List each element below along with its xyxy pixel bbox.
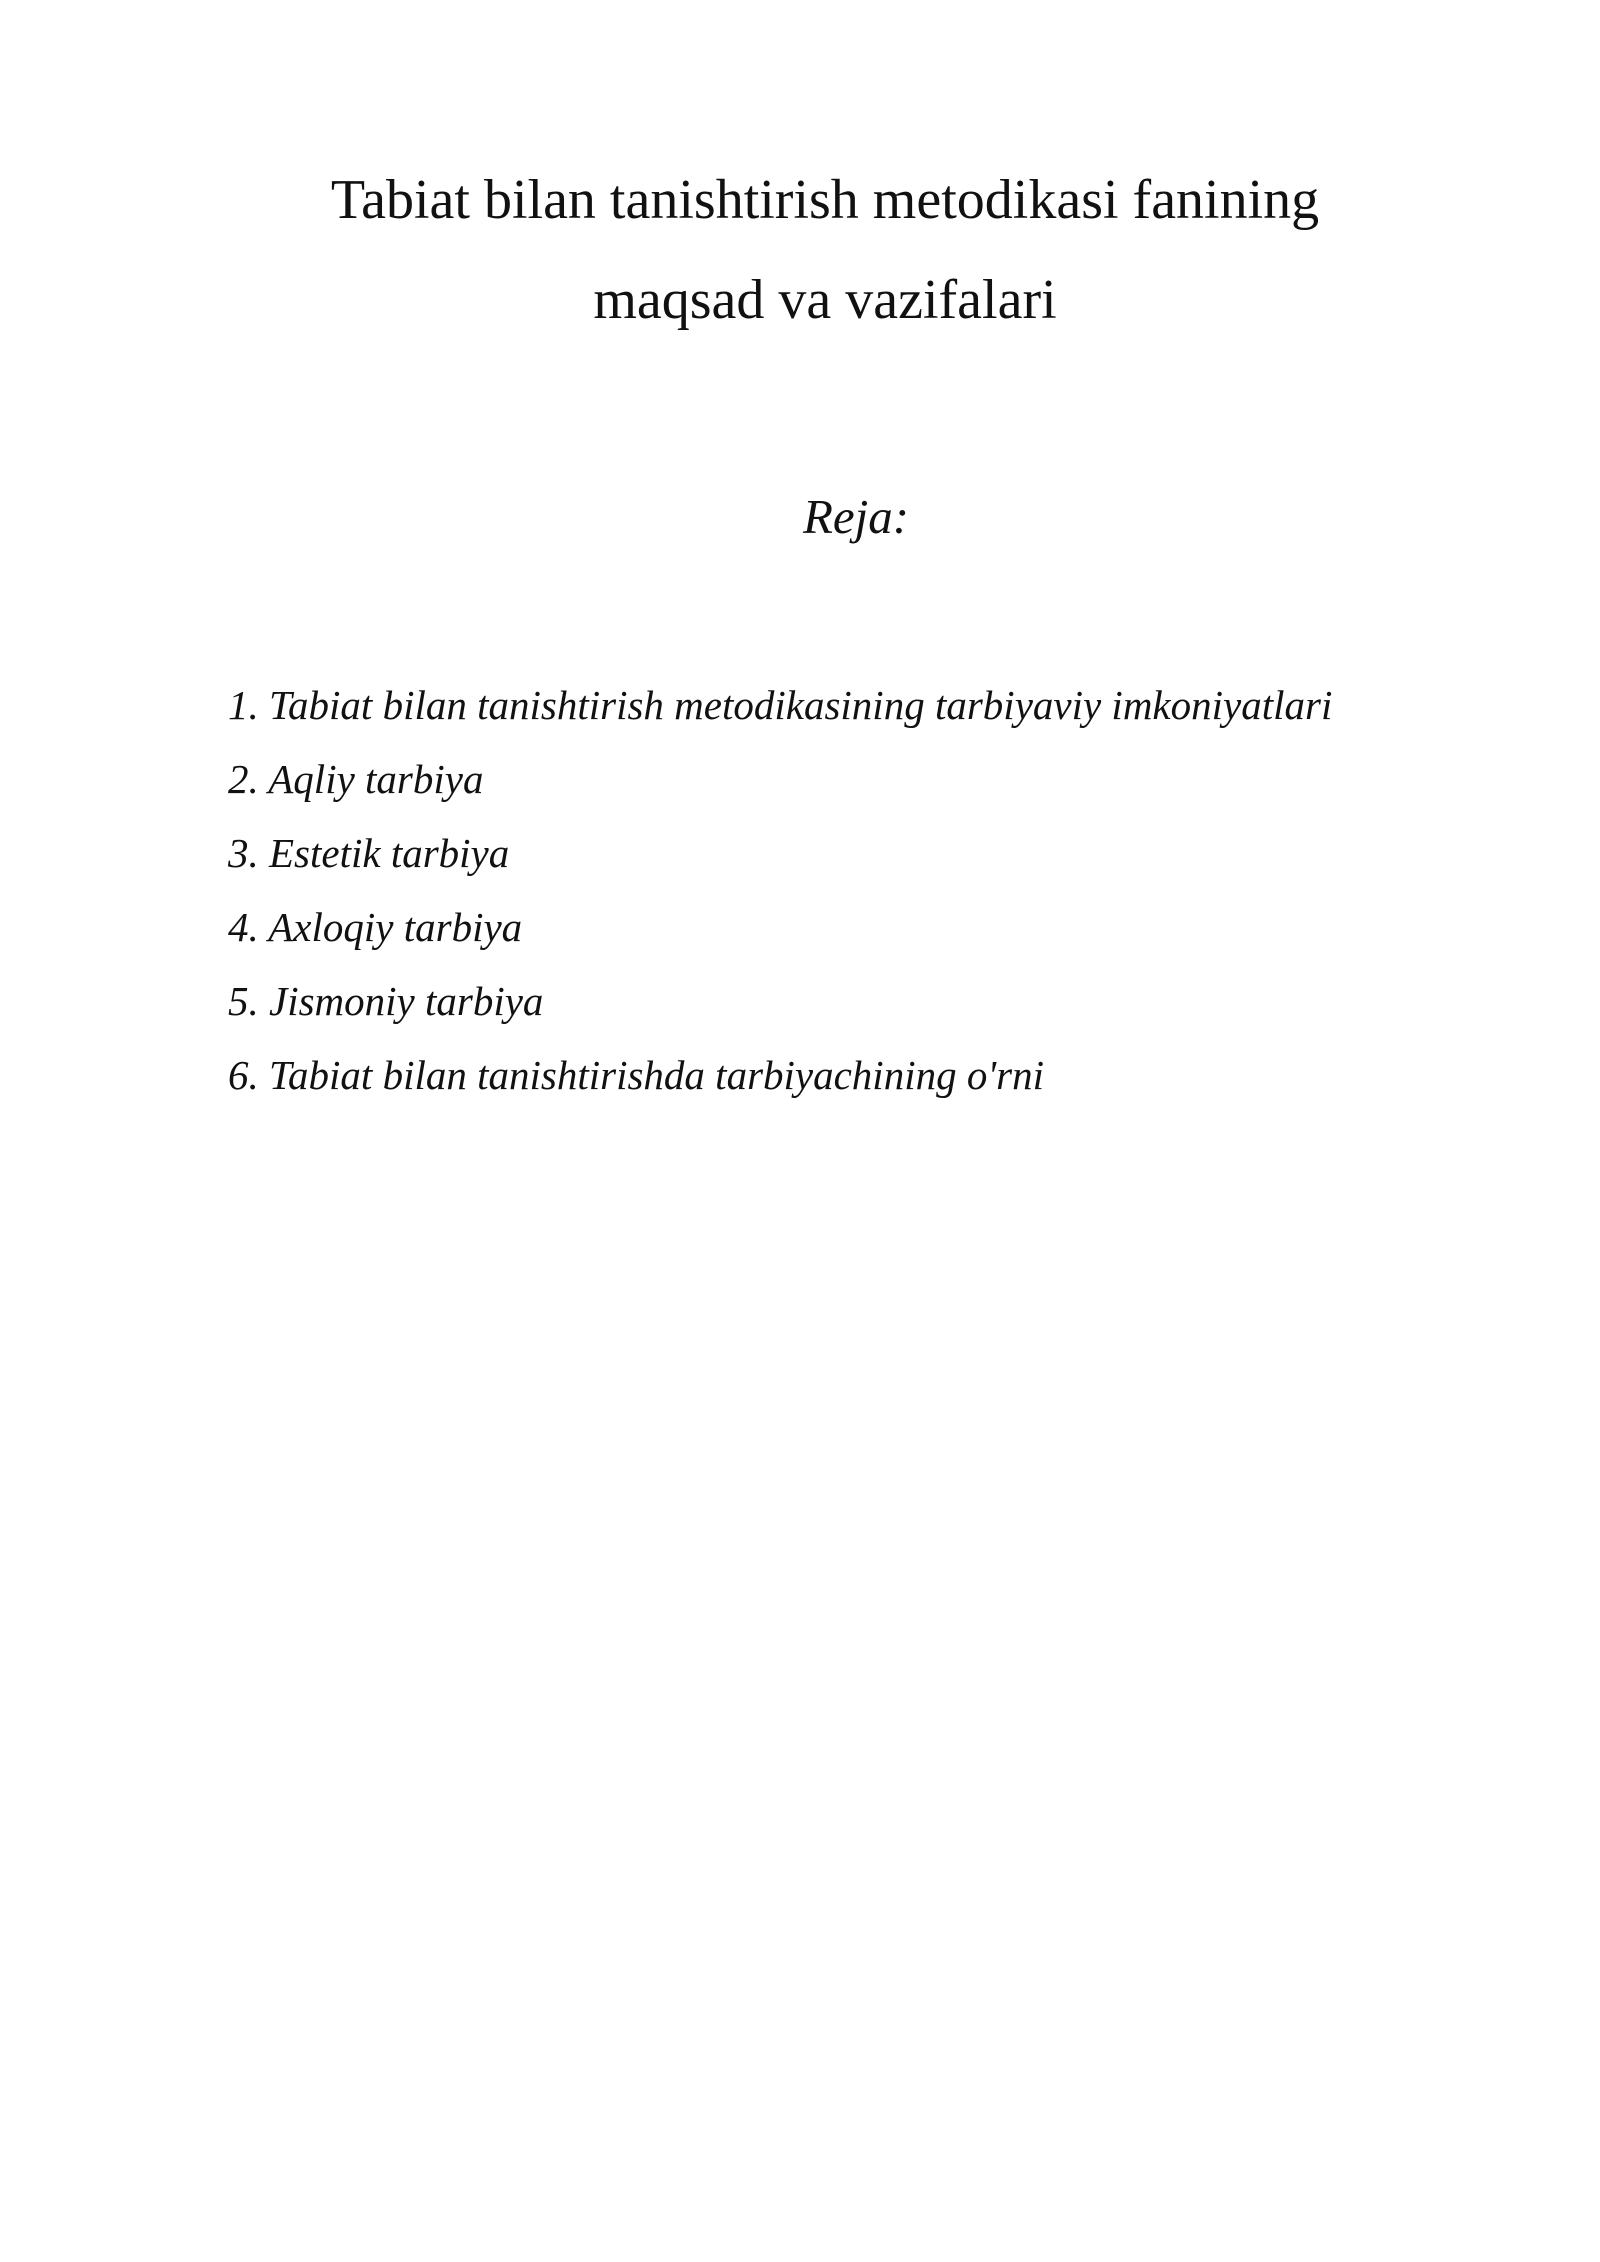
- plan-item-5: 5. Jismoniy tarbiya: [228, 978, 544, 1024]
- plan-item-4: 4. Axloqiy tarbiya: [228, 904, 523, 950]
- plan-item-1: 1. Tabiat bilan tanishtirish metodikasining tarbiyaviy imkoniyatlari: [228, 682, 1333, 728]
- document-title: [0, 150, 1600, 350]
- plan-item-3: 3. Estetik tarbiya: [228, 830, 510, 876]
- plan-item-2: 2. Aqliy tarbiya: [228, 756, 484, 802]
- title-line-2: maqsad va vazifalari: [593, 269, 1057, 331]
- plan-list: [228, 668, 1332, 1112]
- plan-heading: Reja:: [802, 489, 910, 544]
- plan-item-6: 6. Tabiat bilan tanishtirishda tarbiyachining o'rni: [228, 1052, 1044, 1098]
- title-line-1: Tabiat bilan tanishtirish metodikasi fanining: [330, 169, 1320, 231]
